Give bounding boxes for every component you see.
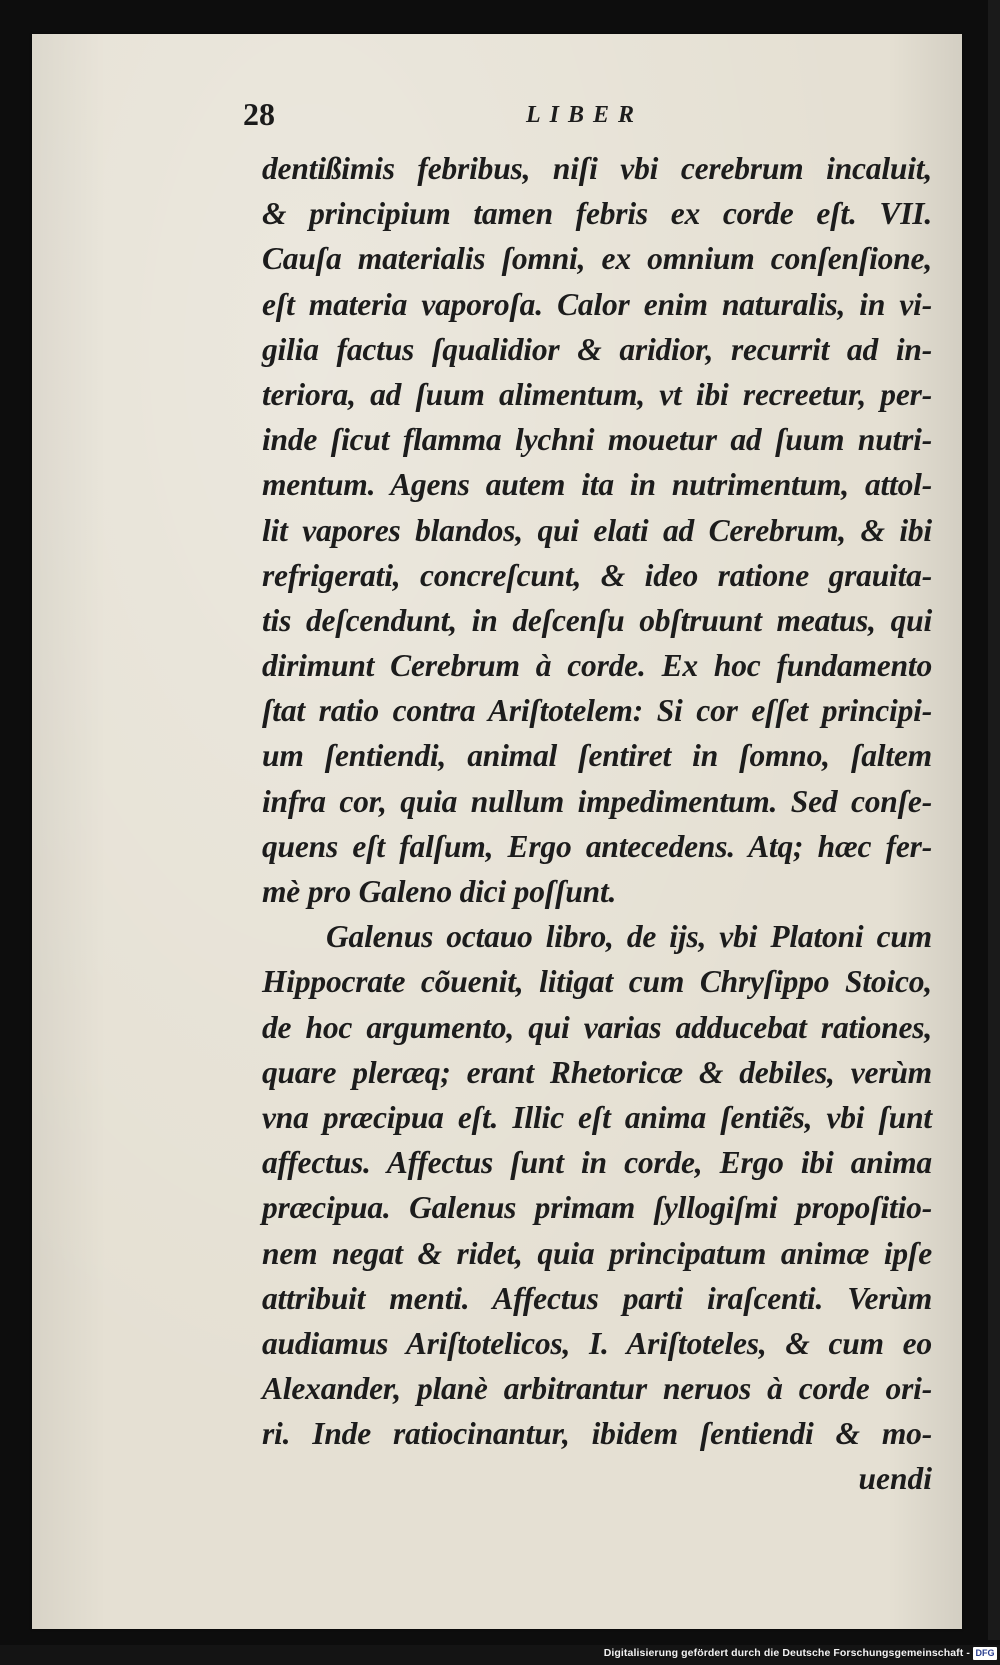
text-line-13: ſtat ratio contra Ariſtotelem: Si cor eſſet principi- [262,693,932,729]
text-line-16: quens eſt falſum, Ergo antecedens. Atq; hæc fer- [262,828,932,864]
text-line-1: dentißimis febribus, niſi vbi cerebrum incaluit, [262,151,932,186]
text-line-3: Cauſa materialis ſomni, ex omnium conſenſione, [262,241,932,277]
text-line-12: dirimunt Cerebrum à corde. Ex hoc fundamento [262,648,932,684]
dfg-logo-icon: DFG [973,1647,997,1660]
text-line-7: inde ſicut flamma lychni mouetur ad ſuum nutri- [262,422,932,458]
paragraph2-line-3: de hoc argumento, qui varias adducebat rationes, [262,1009,932,1045]
text-line-8: mentum. Agens autem ita in nutrimentum, attol- [262,467,932,503]
paragraph2-line-2: Hippocrate cõuenit, litigat cum Chryſippo Stoico, [262,964,932,1000]
paragraph2-line-11: Alexander, planè arbitrantur neruos à corde ori- [262,1371,932,1407]
page-header [243,96,873,138]
text-line-11: tis deſcendunt, in deſcenſu obſtruunt meatus, qui [262,602,932,638]
text-line-5: gilia factus ſqualidior & aridior, recurrit ad in- [262,331,932,367]
paragraph2-line-6: affectus. Affectus ſunt in corde, Ergo ibi anima [262,1145,932,1181]
text-line-6: teriora, ad ſuum alimentum, vt ibi recreetur, per- [262,376,932,412]
text-line-15: infra cor, quia nullum impedimentum. Sed conſe- [262,783,932,819]
text-line-10: refrigerati, concreſcunt, & ideo ratione grauita- [262,557,932,593]
catchword: uendi [858,1461,932,1497]
page-number: 28 [243,96,275,132]
paragraph2-line-7: præcipua. Galenus primam ſyllogiſmi propoſitio- [262,1190,932,1226]
paragraph2-line-8: nem negat & ridet, quia principatum animæ ipſe [262,1235,932,1271]
paragraph2-line-4: quare pleræq; erant Rhetoricæ & debiles, verùm [262,1054,932,1090]
text-line-17: mè pro Galeno dici poſſunt. [262,874,617,909]
paragraph2-line-5: vna præcipua eſt. Illic eſt anima ſentiẽs, vbi ſunt [262,1099,932,1135]
text-line-2: & principium tamen febris ex corde eſt. VII. [262,196,932,232]
text-line-4: eſt materia vaporoſa. Calor enim naturalis, in vi- [262,286,932,322]
catchword-line [262,1456,932,1501]
paragraph2-line-12: ri. Inde ratiocinantur, ibidem ſentiendi & mo- [262,1416,932,1452]
paragraph2-line-10: audiamus Ariſtotelicos, I. Ariſtoteles, & cum eo [262,1325,932,1361]
body-text [262,146,962,1502]
page-edge-shadow [988,0,1000,1640]
footer-credit: Digitalisierung gefördert durch die Deutsche Forschungsgemeinschaft - [603,1647,970,1659]
running-head: LIBER [526,102,644,128]
paragraph2-line-1: Galenus octauo libro, de ijs, vbi Platoni cum [326,919,932,955]
paragraph2-line-9: attribuit menti. Affectus parti iraſcenti. Verùm [262,1280,932,1316]
text-line-9: lit vapores blandos, qui elati ad Cerebrum, & ibi [262,512,932,548]
text-line-14: um ſentiendi, animal ſentiret in ſomno, ſaltem [262,738,932,774]
